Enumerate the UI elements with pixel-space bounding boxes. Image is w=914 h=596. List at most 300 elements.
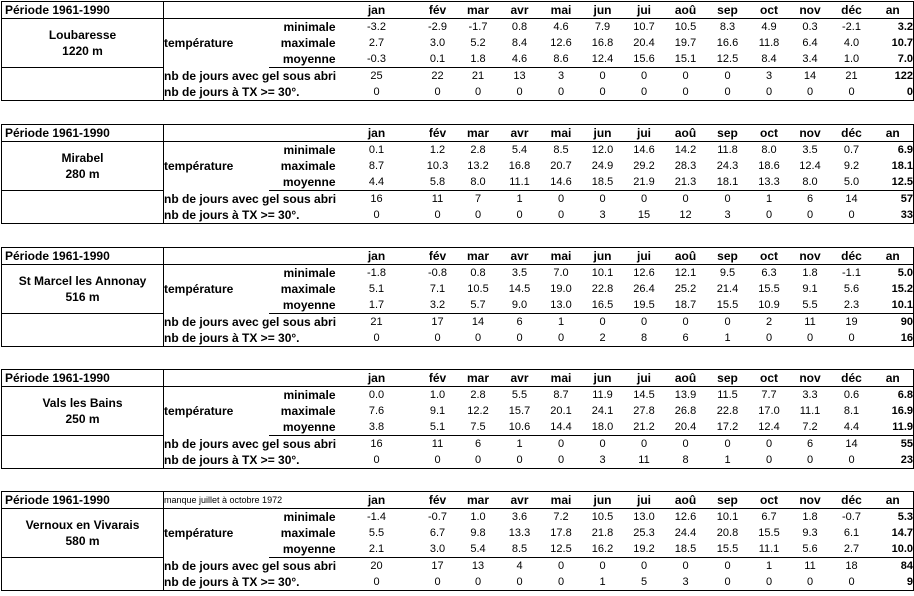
monthly-value: 8.7 (553, 389, 569, 401)
monthly-value: 12.6 (633, 267, 655, 279)
period-label: Période 1961-1990 (2, 125, 164, 142)
month-header: jun (582, 125, 624, 142)
monthly-value: 0.0 (368, 389, 385, 401)
month-header: aoû (665, 492, 707, 509)
empty-cell (164, 297, 269, 314)
monthly-value: -0.8 (428, 267, 447, 279)
monthly-value: 0 (499, 207, 541, 224)
monthly-value: 0 (541, 452, 582, 469)
monthly-value: 9.1 (429, 405, 446, 417)
monthly-value: 10.1 (716, 511, 739, 523)
monthly-value: 14 (845, 193, 858, 205)
monthly-value: 0.6 (843, 389, 860, 401)
monthly-value: 0 (790, 452, 831, 469)
monthly-value: 7.1 (429, 283, 446, 295)
monthly-value: 21.9 (624, 174, 665, 191)
temperature-label: température (164, 282, 234, 296)
monthly-value: 0 (640, 316, 648, 328)
monthly-value: 9.8 (470, 527, 486, 539)
monthly-value: -2.1 (842, 21, 861, 33)
monthly-value: 0 (336, 207, 418, 224)
monthly-value: 0 (724, 316, 731, 328)
monthly-value: 11 (431, 193, 444, 205)
temp-row-minimale (2, 387, 914, 404)
monthly-value: 0 (336, 452, 418, 469)
monthly-value: 0 (749, 574, 790, 591)
monthly-value: 25 (370, 70, 383, 82)
empty-cell (164, 174, 269, 191)
empty-label-cell (2, 84, 164, 101)
monthly-value: 0 (749, 84, 790, 101)
monthly-value: 10.5 (674, 21, 697, 33)
monthly-value: 0 (749, 330, 790, 347)
month-header: fév (418, 370, 458, 387)
monthly-value: 8 (665, 452, 707, 469)
monthly-value: 6.4 (802, 37, 818, 49)
monthly-value: 8.4 (749, 51, 790, 68)
monthly-value: 0 (499, 84, 541, 101)
monthly-value: 27.8 (633, 405, 655, 417)
annual-value: 84 (873, 558, 914, 575)
monthly-value: 16 (370, 193, 383, 205)
monthly-value: 12.2 (467, 405, 489, 417)
month-header: mar (458, 248, 499, 265)
month-header: avr (499, 2, 541, 19)
count-row-tx30 (2, 207, 914, 224)
monthly-value: 0 (682, 316, 689, 328)
monthly-value: 5.1 (418, 419, 458, 436)
monthly-value: 10.6 (499, 419, 541, 436)
monthly-value: 14 (471, 316, 485, 328)
monthly-value: 0 (418, 207, 458, 224)
monthly-value: -0.7 (842, 511, 861, 523)
monthly-value: 19 (845, 316, 858, 328)
empty-cell (164, 142, 269, 159)
monthly-value: 16.8 (591, 37, 614, 49)
monthly-value: 0 (499, 574, 541, 591)
monthly-value: 24.9 (591, 160, 614, 172)
annual-value: 33 (873, 207, 914, 224)
monthly-value: 13.0 (633, 511, 655, 523)
header-row (2, 492, 914, 509)
monthly-value: 1.2 (429, 144, 446, 156)
monthly-value: 5.6 (790, 541, 831, 558)
monthly-value: -1.1 (842, 267, 861, 279)
monthly-value: 1 (557, 316, 565, 328)
month-header: jan (336, 370, 418, 387)
monthly-value: 1.0 (831, 51, 873, 68)
month-header: fév (418, 492, 458, 509)
missing-data-note (164, 370, 336, 387)
month-header: déc (831, 125, 873, 142)
empty-cell (164, 19, 269, 36)
monthly-value: -1.4 (367, 511, 386, 523)
monthly-value: 0 (831, 330, 873, 347)
monthly-value: 21 (845, 70, 858, 82)
monthly-value: 1 (707, 452, 749, 469)
month-header: jan (336, 125, 418, 142)
count-row-tx30 (2, 330, 914, 347)
count-row-label-gel: nb de jours avec gel sous abri (164, 315, 337, 329)
period-label: Période 1961-1990 (2, 2, 164, 19)
row-sublabel-minimale: minimale (283, 510, 336, 524)
monthly-value: 0.3 (802, 21, 818, 33)
monthly-value: 14.6 (633, 144, 655, 156)
month-header: nov (790, 248, 831, 265)
monthly-value: 5.4 (458, 541, 499, 558)
monthly-value: 3 (665, 574, 707, 591)
empty-cell (164, 387, 269, 404)
monthly-value: 3 (765, 70, 773, 82)
monthly-value: 20 (370, 560, 383, 572)
month-header: déc (831, 248, 873, 265)
monthly-value: 22.8 (716, 405, 739, 417)
empty-cell (164, 265, 269, 282)
monthly-value: 0 (599, 316, 606, 328)
monthly-value: 14.4 (541, 419, 582, 436)
missing-data-note (164, 248, 336, 265)
monthly-value: 21.3 (665, 174, 707, 191)
month-header: sep (707, 125, 749, 142)
month-header: mai (541, 370, 582, 387)
monthly-value: 22.8 (591, 283, 614, 295)
monthly-value: 3.0 (418, 541, 458, 558)
monthly-value: 0 (790, 84, 831, 101)
row-sublabel-maximale: maximale (280, 526, 336, 540)
monthly-value: 15 (624, 207, 665, 224)
monthly-value: 7 (474, 193, 482, 205)
monthly-value: 0 (458, 452, 499, 469)
monthly-value: 9.1 (802, 283, 818, 295)
monthly-value: 0 (499, 330, 541, 347)
month-header: an (873, 492, 914, 509)
monthly-value: 0 (831, 207, 873, 224)
station-table (1, 491, 914, 591)
monthly-value: 0 (665, 84, 707, 101)
monthly-value: 3.5 (511, 267, 528, 279)
monthly-value: 11 (431, 438, 444, 450)
month-header: avr (499, 125, 541, 142)
monthly-value: 21 (370, 316, 383, 328)
monthly-value: 7.0 (553, 267, 569, 279)
monthly-value: 13.2 (467, 160, 489, 172)
monthly-value: 18.1 (707, 174, 749, 191)
monthly-value: 0 (541, 574, 582, 591)
monthly-value: 19.5 (624, 297, 665, 314)
month-header: sep (707, 370, 749, 387)
monthly-value: 0 (707, 574, 749, 591)
monthly-value: 16.2 (582, 541, 624, 558)
temp-row-minimale (2, 142, 914, 159)
monthly-value: 0 (724, 70, 731, 82)
monthly-value: 0 (599, 70, 606, 82)
month-header: oct (749, 2, 790, 19)
monthly-value: 0 (599, 438, 606, 450)
monthly-value: 0.8 (470, 267, 486, 279)
monthly-value: 15.5 (758, 283, 780, 295)
monthly-value: 12 (665, 207, 707, 224)
month-header: oct (749, 125, 790, 142)
monthly-value: 0 (418, 574, 458, 591)
annual-value: 122 (873, 68, 914, 85)
monthly-value: 5.5 (511, 389, 528, 401)
monthly-value: 24.1 (591, 405, 614, 417)
monthly-value: 8 (624, 330, 665, 347)
monthly-value: 11 (804, 316, 816, 328)
monthly-value: 12.6 (674, 511, 697, 523)
monthly-value: 11 (804, 560, 816, 572)
month-header: mar (458, 492, 499, 509)
monthly-value: 0 (624, 84, 665, 101)
empty-label-cell (2, 207, 164, 224)
monthly-value: 2.8 (470, 144, 486, 156)
monthly-value: 3.3 (802, 389, 818, 401)
monthly-value: 10.1 (591, 267, 614, 279)
month-header: jui (624, 370, 665, 387)
monthly-value: 8.6 (541, 51, 582, 68)
monthly-value: -1.7 (468, 21, 488, 33)
monthly-value: 3 (582, 452, 624, 469)
monthly-value: 21.2 (624, 419, 665, 436)
monthly-value: 0 (541, 84, 582, 101)
month-header: jan (336, 2, 418, 19)
monthly-value: 10.3 (426, 160, 449, 172)
annual-value: 9 (873, 574, 914, 591)
monthly-value: 11.8 (717, 144, 738, 156)
station-name-cell (2, 509, 164, 558)
monthly-value: 15.6 (624, 51, 665, 68)
station-name-cell (2, 387, 164, 436)
monthly-value: 0 (458, 574, 499, 591)
monthly-value: 1 (582, 574, 624, 591)
monthly-value: 20.4 (665, 419, 707, 436)
monthly-value: 13.9 (674, 389, 697, 401)
monthly-value: 14.5 (508, 283, 531, 295)
annual-value: 11.9 (873, 419, 914, 436)
station-name-cell (2, 19, 164, 68)
monthly-value: 14.2 (674, 144, 697, 156)
count-row-label-gel: nb de jours avec gel sous abri (164, 69, 337, 83)
monthly-value: 0 (541, 330, 582, 347)
monthly-value: 9.0 (499, 297, 541, 314)
monthly-value: 0 (418, 84, 458, 101)
missing-data-note: manque juillet à octobre 1972 (164, 492, 336, 509)
monthly-value: 1.7 (336, 297, 418, 314)
monthly-value: 0 (599, 560, 606, 572)
annual-value: 57 (873, 191, 914, 208)
month-header: mar (458, 125, 499, 142)
row-sublabel-moyenne: moyenne (269, 297, 336, 314)
monthly-value: 1 (765, 560, 773, 572)
monthly-value: 14 (845, 438, 858, 450)
month-header: jan (336, 492, 418, 509)
monthly-value: 2.7 (368, 37, 385, 49)
monthly-value: 20.1 (550, 405, 572, 417)
monthly-value: 0 (418, 330, 458, 347)
month-header: mai (541, 248, 582, 265)
month-header: jan (336, 248, 418, 265)
annual-value: 0 (873, 84, 914, 101)
station-name-cell (2, 142, 164, 191)
monthly-value: 12.4 (749, 419, 790, 436)
monthly-value: 11.1 (749, 541, 790, 558)
monthly-value: 0 (336, 330, 418, 347)
monthly-value: 11.5 (717, 389, 738, 401)
monthly-value: 7.5 (458, 419, 499, 436)
row-sublabel-maximale: maximale (280, 404, 336, 418)
monthly-value: 13.3 (749, 174, 790, 191)
month-header: avr (499, 492, 541, 509)
monthly-value: 6 (516, 316, 523, 328)
monthly-value: 5.6 (843, 283, 860, 295)
station-name-cell (2, 265, 164, 314)
month-header: déc (831, 370, 873, 387)
month-header: mai (541, 492, 582, 509)
station-table (1, 1, 914, 101)
station-altitude: 1220 m (62, 44, 103, 58)
month-header: mar (458, 370, 499, 387)
monthly-value: 3 (707, 207, 749, 224)
monthly-value: 9.2 (843, 160, 860, 172)
empty-cell (164, 509, 269, 526)
header-row (2, 125, 914, 142)
empty-label-cell (2, 558, 164, 575)
month-header: aoû (665, 370, 707, 387)
monthly-value: 8.0 (458, 174, 499, 191)
monthly-value: 1.0 (429, 389, 446, 401)
monthly-value: 14.5 (633, 389, 655, 401)
month-header: oct (749, 370, 790, 387)
monthly-value: 4.0 (843, 37, 860, 49)
monthly-value: -1.8 (367, 267, 386, 279)
temp-row-minimale (2, 265, 914, 282)
monthly-value: 18 (845, 560, 858, 572)
annual-value: 12.5 (873, 174, 914, 191)
count-row-label-tx30: nb de jours à TX >= 30°. (164, 84, 336, 101)
monthly-value: 14 (803, 70, 817, 82)
annual-value: 6.9 (873, 142, 914, 159)
monthly-value: 3.5 (802, 144, 818, 156)
monthly-value: 26.8 (674, 405, 697, 417)
annual-value: 5.0 (873, 265, 914, 282)
month-header: mai (541, 125, 582, 142)
month-header: jui (624, 2, 665, 19)
missing-data-note (164, 2, 336, 19)
month-header: an (873, 248, 914, 265)
row-sublabel-moyenne: moyenne (269, 51, 336, 68)
monthly-value: 7.7 (761, 389, 777, 401)
period-label: Période 1961-1990 (2, 492, 164, 509)
monthly-value: 19.0 (550, 283, 572, 295)
empty-label-cell (2, 191, 164, 208)
monthly-value: 7.9 (594, 21, 611, 33)
monthly-value: 3.2 (418, 297, 458, 314)
monthly-value: 4.9 (761, 21, 777, 33)
monthly-value: 0 (599, 193, 606, 205)
annual-value: 16 (873, 330, 914, 347)
monthly-value: 11 (624, 452, 665, 469)
monthly-value: 3.6 (511, 511, 528, 523)
monthly-value: 10.7 (633, 21, 655, 33)
count-row-label-tx30: nb de jours à TX >= 30°. (164, 330, 336, 347)
month-header: oct (749, 248, 790, 265)
annual-value: 90 (873, 314, 914, 331)
month-header: aoû (665, 125, 707, 142)
monthly-value: 13 (513, 70, 526, 82)
month-header: mar (458, 2, 499, 19)
monthly-value: 26.4 (633, 283, 655, 295)
monthly-value: 0 (724, 193, 731, 205)
row-sublabel-minimale: minimale (283, 143, 336, 157)
monthly-value: 0 (541, 207, 582, 224)
monthly-value: 17 (431, 560, 444, 572)
month-header: nov (790, 125, 831, 142)
monthly-value: 0 (557, 438, 565, 450)
monthly-value: 13.0 (541, 297, 582, 314)
row-sublabel-minimale: minimale (283, 266, 336, 280)
monthly-value: 6 (806, 193, 814, 205)
monthly-value: 18.6 (758, 160, 780, 172)
monthly-value: 6.1 (843, 527, 860, 539)
row-sublabel-maximale: maximale (280, 282, 336, 296)
month-header: déc (831, 492, 873, 509)
missing-data-note (164, 125, 336, 142)
month-header: déc (831, 2, 873, 19)
month-header: nov (790, 492, 831, 509)
station-altitude: 250 m (65, 412, 100, 426)
month-header: jui (624, 125, 665, 142)
station-altitude: 516 m (65, 290, 100, 304)
monthly-value: 4.6 (499, 51, 541, 68)
month-header: an (873, 125, 914, 142)
count-row-gel (2, 436, 914, 453)
month-header: an (873, 2, 914, 19)
monthly-value: 4 (516, 560, 523, 572)
annual-value: 10.0 (873, 541, 914, 558)
monthly-value: 4.4 (831, 419, 873, 436)
header-row (2, 248, 914, 265)
station-altitude: 580 m (65, 534, 100, 548)
monthly-value: 0 (724, 438, 731, 450)
count-row-label-gel: nb de jours avec gel sous abri (164, 437, 337, 451)
monthly-value: 12.1 (674, 267, 697, 279)
monthly-value: 2.7 (831, 541, 873, 558)
annual-value: 6.8 (873, 387, 914, 404)
temp-row-minimale (2, 509, 914, 526)
monthly-value: 21.8 (591, 527, 614, 539)
monthly-value: 0 (582, 84, 624, 101)
monthly-value: 20.4 (633, 37, 655, 49)
period-label: Période 1961-1990 (2, 370, 164, 387)
month-header: fév (418, 125, 458, 142)
month-header: jun (582, 370, 624, 387)
temperature-label: température (164, 36, 234, 50)
monthly-value: 0 (790, 207, 831, 224)
monthly-value: 5.4 (511, 144, 528, 156)
annual-value: 23 (873, 452, 914, 469)
station-name: Loubaresse (48, 28, 117, 42)
monthly-value: 3.8 (336, 419, 418, 436)
monthly-value: 5.5 (790, 297, 831, 314)
annual-value: 5.3 (873, 509, 914, 526)
monthly-value: 6 (665, 330, 707, 347)
monthly-value: -0.3 (336, 51, 418, 68)
temp-row-minimale (2, 19, 914, 36)
monthly-value: 15.1 (665, 51, 707, 68)
monthly-value: 2.8 (470, 389, 486, 401)
monthly-value: 8.0 (761, 144, 777, 156)
row-sublabel-moyenne: moyenne (269, 541, 336, 558)
